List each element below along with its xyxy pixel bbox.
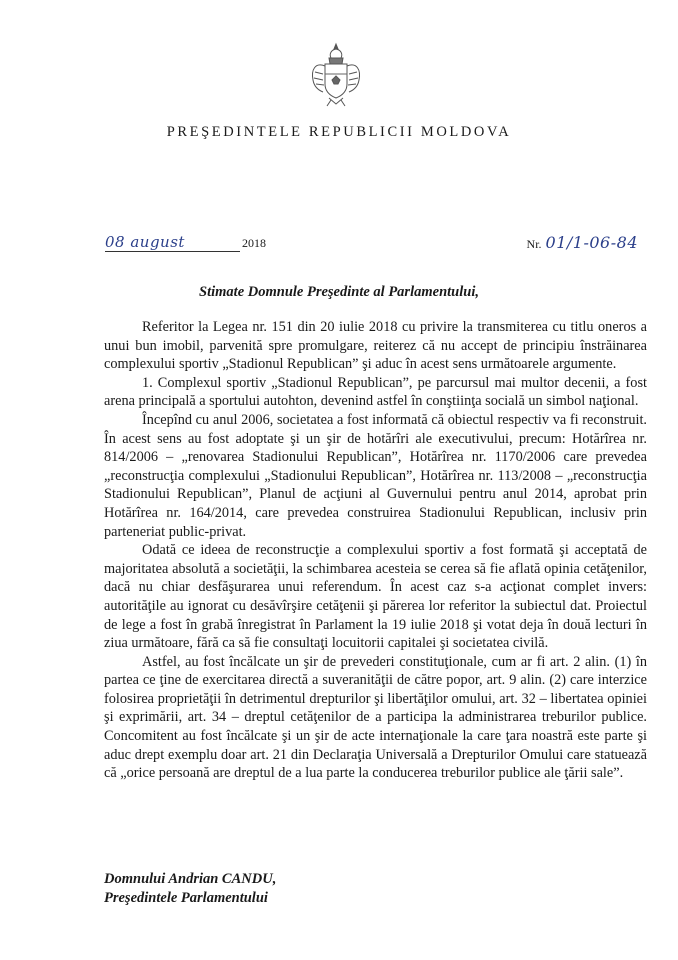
paragraph: Odată ce ideea de reconstrucţie a complexului sportiv a fost formată şi acceptată de majoritatea absolută a societăţii, la schimbarea acesteia se cerea să fie aflată opinia cetăţenilor, dacă nu chiar desfăşurarea unui referendum. În acest caz s-a acţionat complet invers: autorităţile au ignorat cu desăvîrşire cetăţenii şi părerea lor referitor la subiectul dat. Proiectul de lege a fost în grabă înregistrat în Parlament la 19 iulie 2018 şi votat deja în două lecturi în ziua următoare, fără ca să fie consultaţi locuitorii capitalei şi societatea civilă.: [104, 542, 647, 652]
date-year: 2018: [242, 236, 266, 250]
document-meta: [105, 233, 638, 263]
paragraph: Începînd cu anul 2006, societatea a fost informată că obiectul respectiv va fi reconstruit. În acest sens au fost adoptate şi un şir de hotărîri ale executivului, precum: Hotărîrea nr. 814/2006 – „renovarea Stadionului Republican”, Hotărîrea nr. 1170/2006 care prevedea „reconstrucţia complexului „Stadionului Republican”, Hotărîrea nr. 113/2008 – „reconstrucţia Stadionului Republican”, Planul de acţiuni al Guvernului pentru anul 2014, aprobat prin Hotărîrea nr. 164/2014, care prevedea construirea Stadionului Republican, inclusiv prin parteneriat public-privat.: [104, 411, 647, 540]
addressee-name: Domnului Andrian CANDU,: [104, 871, 277, 887]
letter-body: [104, 318, 647, 783]
paragraph: 1. Complexul sportiv „Stadionul Republican”, pe parcursul mai multor decenii, a fost arena principală a sportului autohton, devenind astfel în conştiinţa socială un simbol naţional.: [104, 374, 647, 410]
addressee-block: [104, 870, 276, 908]
document-number: [527, 233, 638, 253]
addressee-title: Preşedintele Parlamentului: [104, 890, 268, 906]
document-date: [105, 233, 270, 252]
coat-of-arms-icon: [307, 40, 365, 108]
paragraph: Astfel, au fost încălcate un şir de prevederi constituţionale, cum ar fi art. 2 alin. (1) în partea ce ţine de exercitarea directă a suveranităţii de către popor, art. 9 alin. (2) care interzice folosirea proprietăţii în detrimentul drepturilor şi libertăţilor omului, art. 32 – libertatea opiniei şi exprimării, art. 34 – dreptul cetăţenilor de a participa la administrarea treburilor publice. Concomitent au fost încălcate şi un şir de acte internaţionale la care ţara noastră este parte şi aduc drept exemplu doar art. 21 din Declaraţia Universală a Drepturilor Omului care statuează că „orice persoană are dreptul de a lua parte la conducerea treburilor publice ale ţării sale”.: [104, 653, 647, 782]
salutation: Stimate Domnule Preşedinte al Parlamentului,: [199, 284, 479, 300]
number-label: Nr.: [526, 237, 542, 251]
letterhead-title: PREŞEDINTELE REPUBLICII MOLDOVA: [166, 124, 512, 140]
handwritten-number: 01/1-06-84: [545, 233, 638, 252]
handwritten-date: 08 august: [105, 233, 240, 252]
paragraph: Referitor la Legea nr. 151 din 20 iulie 2018 cu privire la transmiterea cu titlu oneros a unui bun imobil, parvenită spre promulgare, reiterez că nu accept de principiu înstrăinarea complexului sportiv „Stadionul Republican” şi aduc în acest sens următoarele argumente.: [104, 319, 647, 373]
